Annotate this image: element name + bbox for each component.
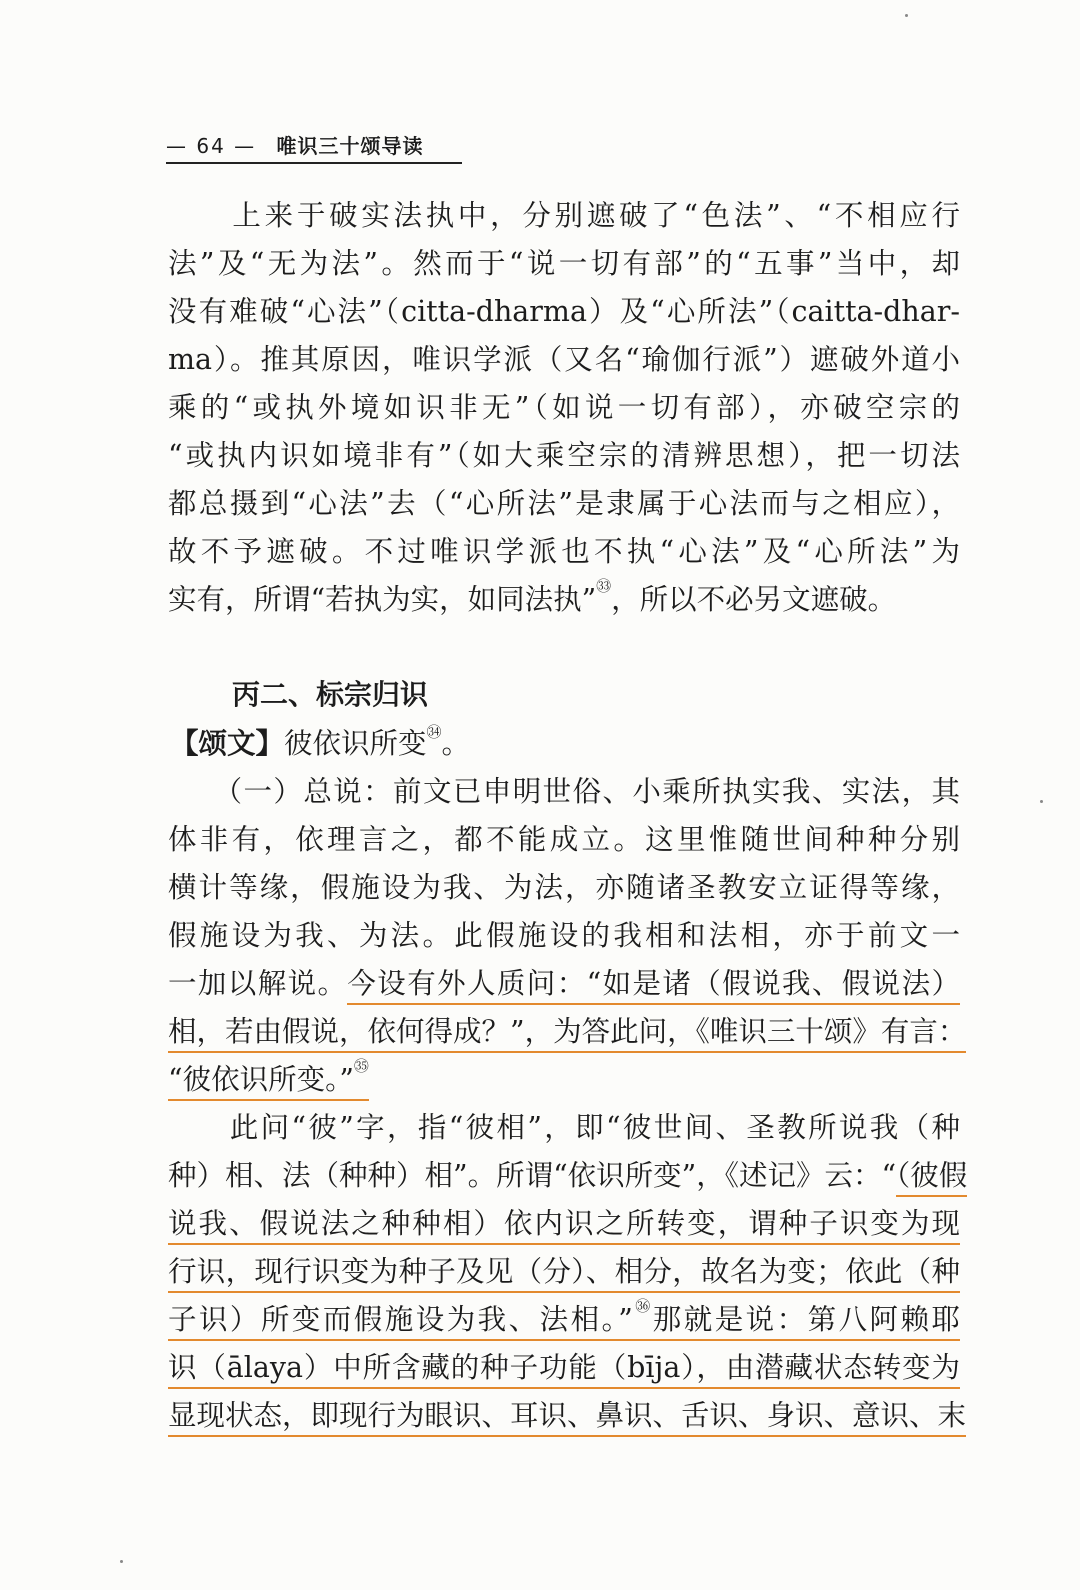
highlighted-text: 相，若由假说，依何得成？”，为答此问，《唯识三十颂》有言：: [168, 1015, 966, 1053]
scan-speck: [1040, 800, 1043, 803]
scan-speck: [905, 14, 908, 17]
page-number: — 64 —: [166, 134, 257, 158]
footnote-marker: ㉝: [596, 577, 612, 595]
text-line: 横计等缘，假施设为我、为法，亦随诸圣教安立证得等缘，: [168, 871, 960, 904]
text-line: [168, 1056, 960, 1104]
text-line: [168, 1152, 968, 1200]
text-line: 上来于破实法执中，分别遮破了“色法”、“不相应行: [168, 199, 960, 232]
verse-tail: 。: [441, 727, 471, 760]
highlighted-text: 今设有外人质问：“如是诸（假说我、假说法）: [347, 967, 960, 1005]
scan-speck: [120, 1560, 123, 1563]
text-line: [168, 1392, 967, 1440]
header-rule: [166, 162, 462, 164]
verse-text: 彼依识所变: [284, 727, 427, 760]
footnote-marker: ㉟: [353, 1057, 369, 1075]
text-line: 法”及“无为法”。然而于“说一切有部”的“五事”当中，却: [168, 247, 960, 280]
running-header: [166, 128, 966, 164]
highlighted-text: [168, 1297, 960, 1341]
text-line: [168, 960, 960, 1008]
text-line: 此问“彼”字，指“彼相”，即“彼世间、圣教所说我（种: [168, 1111, 960, 1144]
book-title: 唯识三十颂导读: [276, 134, 424, 158]
highlighted-text: 显现状态，即现行为眼识、耳识、鼻识、舌识、身识、意识、末: [168, 1399, 966, 1437]
text-line: [168, 1248, 960, 1296]
section-heading: 丙二、标宗归识: [232, 678, 429, 711]
text-segment: ，所以不必另文遮破。: [611, 583, 897, 616]
text-line: [168, 1008, 967, 1056]
highlighted-text: 行识，现行识变为种子及见（分）、相分，故名为变；依此（种: [168, 1255, 960, 1293]
text-line: 假施设为我、为法。此假施设的我相和法相，亦于前文一: [168, 919, 960, 952]
text-segment: 种）相、法（种种）相”。所谓“依识所变”，《述记》云：“: [168, 1159, 897, 1192]
text-line: [168, 1344, 960, 1392]
text-segment: 子识）所变而假施设为我、法相。”: [168, 1303, 633, 1336]
text-line: [168, 576, 960, 624]
footnote-marker: ㊱: [632, 1297, 653, 1315]
text-line: ma）。推其原因，唯识学派（又名“瑜伽行派”）遮破外道小: [168, 343, 960, 376]
verse-line: [170, 722, 470, 766]
text-line: 乘的“或执外境如识非无”（如说一切有部），亦破空宗的: [168, 391, 960, 424]
highlighted-text: 识（ālaya）中所含藏的种子功能（bīja），由潜藏状态转变为: [168, 1351, 960, 1389]
text-line: 故不予遮破。不过唯识学派也不执“心法”及“心所法”为: [168, 535, 960, 568]
text-line: （一）总说：前文已申明世俗、小乘所执实我、实法，其: [168, 775, 960, 808]
text-line: 没有难破“心法”（citta-dharma）及“心所法”（caitta-dhar-: [168, 295, 960, 328]
text-line: 都总摄到“心法”去（“心所法”是隶属于心法而与之相应），: [168, 487, 960, 520]
text-line: [168, 1200, 960, 1248]
verse-label: 【颂文】: [170, 727, 285, 760]
text-segment: 实有，所谓“若执为实，如同法执”: [168, 583, 597, 616]
highlighted-text: [168, 1057, 369, 1101]
text-segment: “彼依识所变。”: [168, 1063, 354, 1096]
text-line: “或执内识如境非有”（如大乘空宗的清辨思想），把一切法: [168, 439, 960, 472]
text-line: [168, 1296, 960, 1344]
text-line: 体非有，依理言之，都不能成立。这里惟随世间种种分别: [168, 823, 960, 856]
text-segment: 一加以解说。: [168, 967, 348, 1000]
highlighted-text: 说我、假说法之种种相）依内识之所转变，谓种子识变为现: [168, 1207, 960, 1245]
highlighted-text: （彼假: [896, 1159, 967, 1197]
text-segment: 那就是说：第八阿赖耶: [652, 1303, 960, 1336]
footnote-marker: ㉞: [426, 723, 442, 741]
